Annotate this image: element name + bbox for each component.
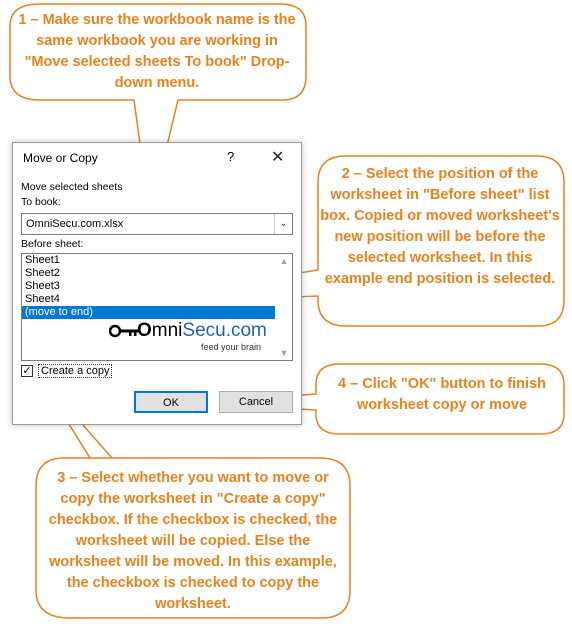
move-or-copy-dialog xyxy=(12,142,302,425)
callout-3-text: 3 – Select whether you want to move or copy the worksheet in "Create a copy" checkbox. If the checkbox is checked, the worksheet will be copied. Else the worksheet will be moved. In this example, the checkbox is checked to copy the worksheet. xyxy=(48,470,338,612)
list-item[interactable]: Sheet3 xyxy=(25,280,60,292)
scroll-up-icon[interactable]: ▲ xyxy=(279,256,289,266)
close-icon[interactable]: ✕ xyxy=(271,149,285,166)
chevron-down-icon[interactable]: ⌄ xyxy=(274,214,292,234)
ok-button[interactable]: OK xyxy=(134,391,208,413)
dialog-title: Move or Copy xyxy=(23,151,98,165)
create-copy-label[interactable]: Create a copy xyxy=(38,364,112,378)
help-icon[interactable]: ? xyxy=(227,149,235,164)
to-book-label: To book: xyxy=(21,196,61,208)
callout-2-text: 2 – Select the position of the worksheet in "Before sheet" list box. Copied or moved worksheet's new position will be before the selected worksheet. In this example end position is selected. xyxy=(320,166,560,287)
move-selected-sheets-label: Move selected sheets xyxy=(21,181,123,193)
to-book-value: OmniSecu.com.xlsx xyxy=(26,218,124,230)
logo-wordmark xyxy=(137,320,267,342)
logo-mni: mni xyxy=(151,320,183,341)
logo-o: O xyxy=(137,320,152,341)
list-item[interactable]: Sheet2 xyxy=(25,267,60,279)
list-item[interactable]: Sheet1 xyxy=(25,254,60,266)
list-item[interactable]: Sheet4 xyxy=(25,293,60,305)
key-icon xyxy=(109,324,139,338)
cancel-button[interactable]: Cancel xyxy=(219,391,293,413)
callout-1-text: 1 – Make sure the workbook name is the same workbook you are working in "Move selected sheets To book" Drop-down menu. xyxy=(18,12,296,91)
before-sheet-label: Before sheet: xyxy=(21,238,84,250)
logo-secu: Secu.com xyxy=(182,320,267,341)
callout-4-text: 4 – Click "OK" button to finish worksheet copy or move xyxy=(338,376,546,413)
to-book-dropdown[interactable] xyxy=(21,213,293,235)
logo-tagline: feed your brain xyxy=(201,342,262,352)
list-item-selected[interactable]: (move to end) xyxy=(22,306,275,319)
omnisecu-logo xyxy=(109,320,279,356)
scroll-down-icon[interactable]: ▼ xyxy=(279,348,289,358)
create-copy-checkbox[interactable]: ✓ xyxy=(22,365,32,377)
